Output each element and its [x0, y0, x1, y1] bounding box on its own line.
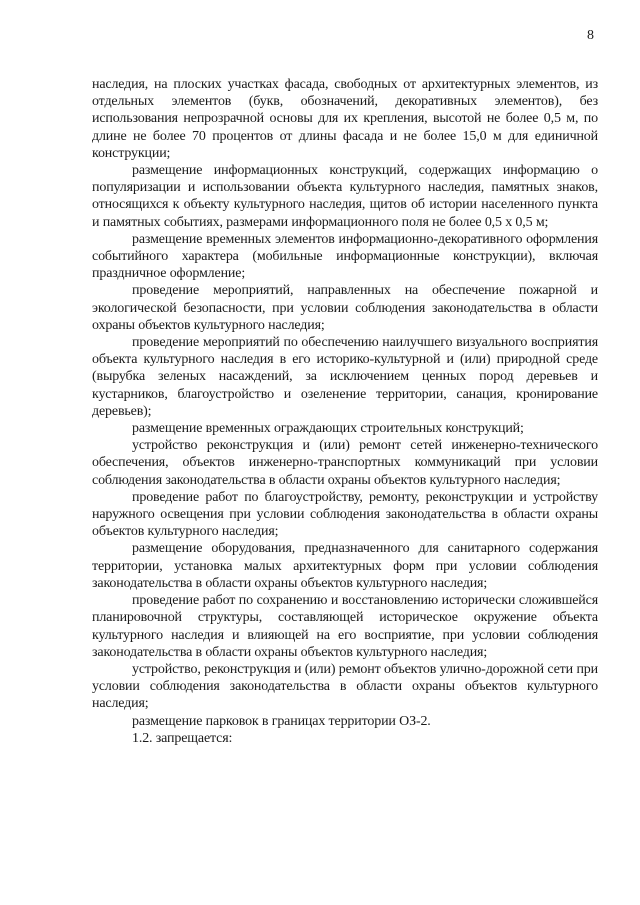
paragraph-temporary-fences: размещение временных ограждающих строительных конструкций;	[132, 421, 524, 437]
page-number: 8	[587, 28, 594, 43]
paragraph-parking: размещение парковок в границах территории ОЗ-2.	[132, 713, 431, 729]
paragraph-road-network: устройство, реконструкция и (или) ремонт объектов улично-дорожной сети при условии соблюдения законодательства в области охраны объектов культурного наследия;	[92, 661, 598, 712]
paragraph-outdoor-lighting: проведение работ по благоустройству, ремонту, реконструкции и устройству наружного освещения при условии соблюдения законодательства в области охраны объектов культурного наследия;	[92, 489, 598, 540]
paragraph-sanitary-equipment: размещение оборудования, предназначенного для санитарного содержания территории, установка малых архитектурных форм при условии соблюдения законодательства в области охраны объектов культурного наследия;	[92, 541, 598, 591]
document-body	[92, 76, 598, 747]
paragraph-temporary-decor: размещение временных элементов информационно-декоративного оформления событийного характера (мобильные информационные конструкции), включая праздничное оформление;	[92, 231, 598, 282]
paragraph-prohibited-heading: 1.2. запрещается:	[132, 730, 233, 746]
paragraph-continuation: наследия, на плоских участках фасада, свободных от архитектурных элементов, из отдельных элементов (букв, обозначений, декоративных элементов), без использования непрозрачной основы для их крепления, высотой не более 0,5 м, по длине не более 70 процентов от длины фасада и не более 15,0 м для единичной конструкции;	[92, 77, 598, 161]
paragraph-planning-structure: проведение работ по сохранению и восстановлению исторически сложившейся планировочной структуры, составляющей историческое окружение объекта культурного наследия и влияющей на его восприятие, при условии соблюдения законодательства в области охраны объектов культурного наследия;	[92, 593, 598, 660]
paragraph-visual-perception: проведение мероприятий по обеспечению наилучшего визуального восприятия объекта культурного наследия в его историко-культурной и (или) природной среде (вырубка зеленых насаждений, за исключением ценных пород деревьев и кустарников, благоустройство и озеленение территории, санация, кронирование деревьев);	[92, 335, 598, 419]
paragraph-fire-safety: проведение мероприятий, направленных на обеспечение пожарной и экологической безопасности, при условии соблюдения законодательства в области охраны объектов культурного наследия;	[92, 283, 598, 333]
paragraph-engineering-networks: устройство реконструкция и (или) ремонт сетей инженерно-технического обеспечения, объектов инженерно-транспортных коммуникаций при условии соблюдения законодательства в области охраны объектов культурного наследия;	[92, 438, 598, 488]
paragraph-info-structures: размещение информационных конструкций, содержащих информацию о популяризации и использовании объекта культурного наследия, памятных знаков, относящихся к объекту культурного наследия, щитов об истории населенного пункта и памятных событиях, размерами информационного поля не более 0,5 х 0,5 м;	[92, 163, 598, 230]
